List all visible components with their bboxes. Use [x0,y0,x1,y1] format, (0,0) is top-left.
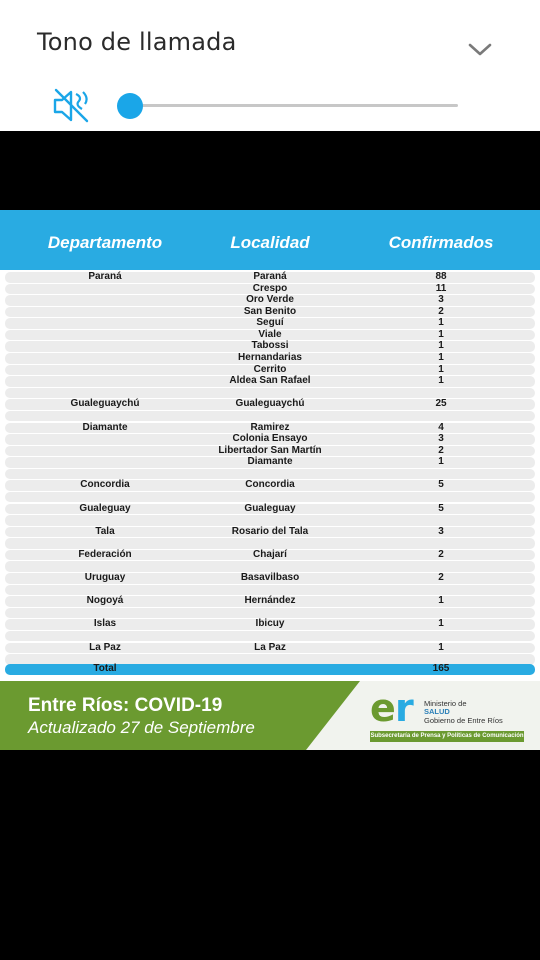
cell-localidad: Colonia Ensayo [232,433,308,445]
table-row [5,272,535,283]
table-row [5,295,535,306]
volume-panel [0,0,540,131]
table-row [5,318,535,329]
ministry-line-1: Ministerio de [424,699,467,708]
table-row [5,480,535,491]
table-row [5,527,535,538]
table-row [5,388,535,399]
ringtone-volume-slider[interactable] [117,92,462,120]
cell-localidad: Basavilbaso [240,572,300,584]
cell-confirmados: 1 [438,363,444,375]
cell-localidad: Ibicuy [255,618,285,630]
table-row [5,330,535,341]
subsecretaria-bar: Subsecretaría de Prensa y Políticas de Comunicación [370,731,524,742]
table-row [5,411,535,422]
cell-departamento: Islas [93,618,117,630]
header-localidad: Localidad [230,233,310,252]
table-row [5,573,535,584]
er-logo-icon [370,687,422,727]
cell-localidad: Oro Verde [246,294,294,306]
table-row [5,376,535,387]
cell-confirmados: 2 [438,572,444,584]
cell-localidad: Hernández [244,595,296,607]
cell-localidad: Rosario del Tala [231,525,309,537]
table-row [5,434,535,445]
table-row [5,457,535,468]
cell-confirmados: 1 [438,618,444,630]
cell-confirmados: 1 [438,328,444,340]
table-row [5,654,535,665]
table-row [5,631,535,642]
cell-departamento: Federación [78,548,132,560]
table-row [5,515,535,526]
table-row [5,608,535,619]
table-row [5,284,535,295]
table-row [5,504,535,515]
cell-confirmados: 11 [435,282,447,294]
cell-localidad: La Paz [254,641,286,653]
cell-confirmados: 3 [438,294,444,306]
ministry-line-2: SALUD [424,707,450,716]
cell-localidad: Concordia [245,479,295,491]
banner-title: Entre Ríos: COVID-19 [28,695,223,716]
cell-confirmados: 5 [438,502,444,514]
cell-departamento: Nogoyá [86,595,124,607]
cell-localidad: Hernandarias [238,352,302,364]
cell-localidad: Paraná [253,271,287,282]
cell-confirmados: 25 [435,398,447,410]
report-table [5,272,535,666]
cell-localidad: Seguí [256,317,284,329]
table-row [5,492,535,503]
cell-localidad: Diamante [247,456,293,468]
total-label: Total [93,663,117,674]
cell-departamento: Tala [95,525,115,537]
cell-localidad: Ramirez [250,421,290,433]
banner-subtitle: Actualizado 27 de Septiembre [28,718,255,737]
cell-confirmados: 1 [438,456,444,468]
cell-confirmados: 5 [438,479,444,491]
svg-text:r: r [395,687,414,727]
cell-localidad: Viale [258,328,282,340]
table-row [5,596,535,607]
cell-localidad: Tabossi [251,340,289,352]
cell-confirmados: 4 [438,421,444,433]
cell-confirmados: 3 [438,525,444,537]
total-row [5,664,535,675]
svg-text:e: e [370,687,396,727]
header-departamento: Departamento [47,233,163,252]
total-value: 165 [432,663,450,674]
cell-departamento: Gualeguay [79,502,131,514]
report-banner [0,681,540,750]
slider-thumb[interactable] [117,93,143,119]
cell-localidad: San Benito [243,305,297,317]
cell-departamento: La Paz [89,641,121,653]
table-row [5,469,535,480]
table-row [5,341,535,352]
table-row [5,423,535,434]
slider-track [129,104,458,107]
cell-localidad: Aldea San Rafael [229,375,311,387]
cell-confirmados: 2 [438,548,444,560]
cell-localidad: Cerrito [253,363,287,375]
cell-confirmados: 1 [438,641,444,653]
table-row [5,561,535,572]
cell-localidad: Libertador San Martín [218,444,322,456]
ministry-line-3: Gobierno de Entre Ríos [424,716,503,725]
cell-departamento: Uruguay [84,572,126,584]
cell-departamento: Concordia [80,479,130,491]
cell-confirmados: 2 [438,444,444,456]
cell-localidad: Chajarí [253,548,287,560]
chevron-down-icon[interactable] [468,42,492,58]
cell-confirmados: 1 [438,340,444,352]
table-row [5,307,535,318]
cell-confirmados: 1 [438,375,444,387]
cell-confirmados: 1 [438,595,444,607]
cell-localidad: Crespo [252,282,288,294]
report-header [0,210,540,270]
cell-confirmados: 1 [438,317,444,329]
cell-confirmados: 1 [438,352,444,364]
cell-departamento: Gualeguaychú [70,398,140,410]
cell-departamento: Paraná [88,271,122,282]
table-row [5,585,535,596]
mute-speaker-icon[interactable] [52,88,90,124]
table-row [5,550,535,561]
table-row [5,643,535,654]
table-row [5,399,535,410]
header-confirmados: Confirmados [388,233,494,252]
table-row [5,619,535,630]
table-row [5,446,535,457]
table-row [5,538,535,549]
cell-departamento: Diamante [82,421,128,433]
volume-panel-title: Tono de llamada [37,28,237,56]
cell-localidad: Gualeguay [244,502,296,514]
cell-localidad: Gualeguaychú [235,398,305,410]
cell-confirmados: 2 [438,305,444,317]
table-row [5,353,535,364]
cell-confirmados: 88 [435,271,447,282]
covid-report-image [0,210,540,750]
cell-confirmados: 3 [438,433,444,445]
table-row [5,365,535,376]
